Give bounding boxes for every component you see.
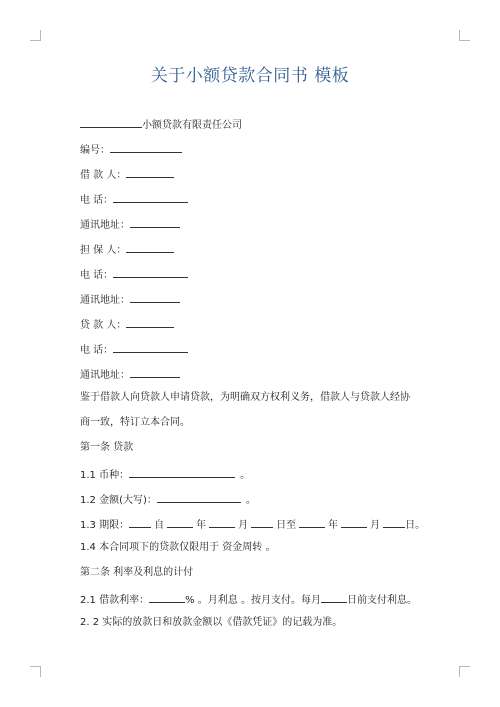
clause-1-4: 1.4 本合同项下的贷款仅限用于 资金周转 。 [80, 542, 276, 553]
clause-label: 2.1 借款利率： [80, 595, 150, 606]
blank[interactable] [299, 516, 325, 528]
field-label: 通讯地址： [80, 295, 130, 306]
field-blank[interactable] [130, 216, 180, 228]
field-lender [80, 316, 174, 333]
field-label: 编号： [80, 145, 110, 156]
currency-blank[interactable] [129, 466, 235, 478]
field-label: 电 话： [80, 270, 114, 281]
clause-1-2 [80, 491, 256, 508]
company-suffix: 小额贷款有限责任公司 [142, 120, 242, 131]
crop-mark-bottom-left [30, 666, 41, 677]
clause-1-1 [80, 466, 250, 483]
clause-2-1 [80, 591, 417, 608]
field-blank[interactable] [113, 341, 188, 353]
clause-label: 1.1 币种： [80, 470, 130, 481]
clause-2-2: 2. 2 实际的放款日和放款金额以《借款凭证》的记载为准。 [80, 617, 343, 628]
blank[interactable] [167, 516, 193, 528]
blank[interactable] [209, 516, 235, 528]
crop-mark-bottom-right [459, 666, 470, 677]
field-blank[interactable] [130, 291, 180, 303]
clause-1-3 [80, 516, 425, 533]
field-borrower-address [80, 216, 180, 233]
text: 月 [370, 520, 381, 531]
text: 年 [196, 520, 207, 531]
field-lender-phone [80, 341, 188, 358]
crop-mark-top-right [459, 30, 470, 41]
field-borrower [80, 166, 174, 183]
company-name-blank[interactable] [80, 116, 142, 128]
day-blank[interactable] [321, 591, 347, 603]
clause-label: 1.2 金额(大写)： [80, 495, 157, 506]
text: 日。 [405, 520, 426, 531]
blank[interactable] [383, 516, 405, 528]
article-1-title: 第一条 贷款 [80, 442, 134, 453]
field-blank[interactable] [126, 166, 174, 178]
preamble-line-2: 商一致，特订立本合同。 [80, 417, 190, 428]
text: 年 [328, 520, 339, 531]
field-label: 贷 款 人： [80, 320, 127, 331]
field-borrower-phone [80, 191, 188, 208]
amount-blank[interactable] [157, 491, 241, 503]
text: % 。月利息 。按月支付。每月 [185, 595, 321, 606]
blank[interactable] [251, 516, 273, 528]
field-blank[interactable] [126, 316, 174, 328]
article-2-title: 第二条 利率及利息的计付 [80, 567, 194, 578]
field-label: 借 款 人： [80, 170, 127, 181]
crop-mark-top-left [30, 30, 41, 41]
field-label: 担 保 人： [80, 245, 127, 256]
field-blank[interactable] [130, 366, 180, 378]
clause-label: 1.3 期限： [80, 520, 130, 531]
text: 自 [154, 520, 165, 531]
text: 日至 [276, 520, 297, 531]
field-guarantor-phone [80, 266, 188, 283]
field-label: 电 话： [80, 195, 114, 206]
blank[interactable] [129, 516, 151, 528]
field-guarantor-address [80, 291, 180, 308]
text: 日前支付利息。 [346, 595, 417, 606]
clause-end: 。 [245, 495, 256, 506]
rate-blank[interactable] [149, 591, 185, 603]
field-blank[interactable] [113, 266, 188, 278]
preamble-line-1: 鉴于借款人向贷款人申请贷款，为明确双方权利义务，借款人与贷款人经协 [80, 392, 410, 403]
blank[interactable] [341, 516, 367, 528]
field-blank[interactable] [126, 241, 174, 253]
field-label: 电 话： [80, 345, 114, 356]
document-title: 关于小额贷款合同书 模板 [150, 66, 350, 86]
field-label: 通讯地址： [80, 370, 130, 381]
field-blank[interactable] [110, 141, 182, 153]
field-number [80, 141, 182, 158]
field-guarantor [80, 241, 174, 258]
field-lender-address [80, 366, 180, 383]
field-label: 通讯地址： [80, 220, 130, 231]
field-blank[interactable] [113, 191, 188, 203]
company-line [80, 116, 242, 133]
text: 月 [238, 520, 249, 531]
clause-end: 。 [240, 470, 251, 481]
